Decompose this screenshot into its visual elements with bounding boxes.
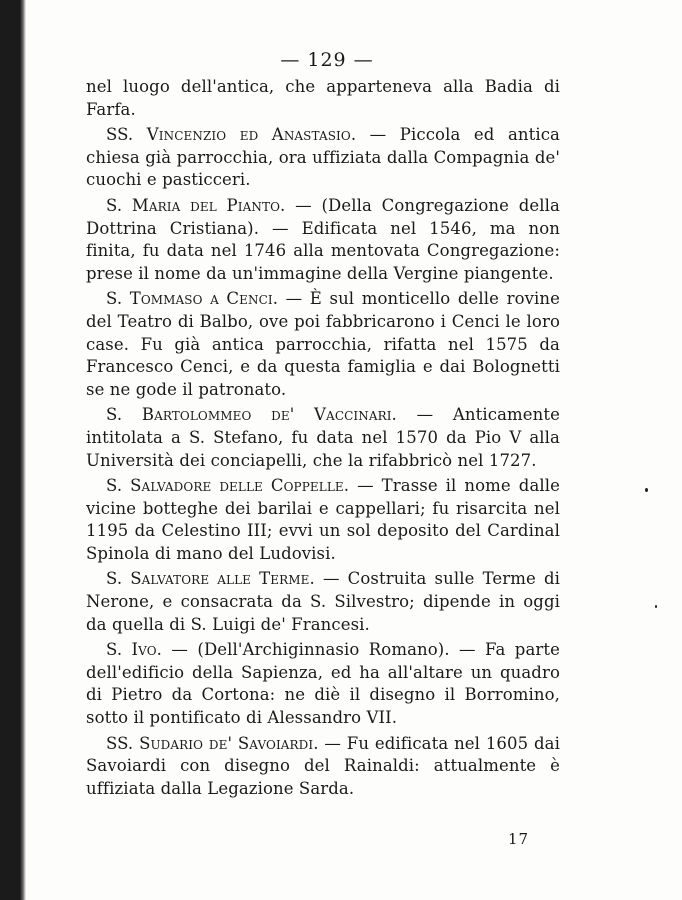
entry-sudario-savoiardi xyxy=(86,733,560,801)
entry-title: S. Salvatore alle Terme. xyxy=(106,569,315,589)
entry-title: SS. Sudario de' Savoiardi. xyxy=(106,733,319,753)
entry-text: nel luogo dell'antica, che apparteneva alla Badia di Farfa. xyxy=(86,77,560,119)
entry-tommaso-a-cenci xyxy=(86,288,560,401)
scan-edge xyxy=(0,0,26,900)
ink-speck xyxy=(645,488,648,492)
ink-speck xyxy=(655,605,657,608)
entry-vincenzio-anastasio xyxy=(86,124,560,192)
entry-text: — (Dell'Archiginnasio Romano). — Fa parte dell'edificio della Sapienza, ed ha all'altare un quadro di Pietro da Cortona: ne diè il disegno il Borromino, sotto il pontificato di Alessandro VII. xyxy=(86,640,560,728)
entry-title: SS. Vincenzio ed Anastasio. xyxy=(106,125,357,145)
entry-salvatore-terme xyxy=(86,568,560,636)
entry-title: S. Ivo. xyxy=(106,640,163,660)
entry-title: S. Salvadore delle Coppelle. xyxy=(106,476,350,496)
entry-text: — (Della Congregazione della Dottrina Cristiana). — Edificata nel 1546, ma non finita, fu data nel 1746 alla mentovata Congregazione: prese il nome da un'immagine della Vergine piangente. xyxy=(86,195,560,283)
entry-title: S. Tommaso a Cenci. xyxy=(106,289,279,309)
page-number: — 129 — xyxy=(280,49,374,71)
paragraph-continuation xyxy=(86,76,560,121)
entry-text: — Fu edificata nel 1605 dai Savoiardi con disegno del Rainaldi: attualmente è uffiziata dalla Legazione Sarda. xyxy=(86,733,560,798)
entry-maria-del-pianto xyxy=(86,195,560,285)
entry-text: — È sul monticello delle rovine del Teatro di Balbo, ove poi fabbricarono i Cenci le loro case. Fu già antica parrocchia, rifatta nel 1575 da Francesco Cenci, e da questa famiglia e dai Bolognetti se ne gode il patronato. xyxy=(86,289,560,399)
entry-title: S. Maria del Pianto. xyxy=(106,195,286,215)
entry-ivo xyxy=(86,639,560,729)
signature-mark: 17 xyxy=(508,830,530,848)
entry-text: — Trasse il nome dalle vicine botteghe dei barilai e cappellari; fu risarcita nel 1195 da Celestino III; evvi un sol deposito del Cardinal Spinola di mano del Ludovisi. xyxy=(86,476,560,563)
entry-title: S. Bartolommeo de' Vaccinari. xyxy=(106,405,397,425)
entry-bartolommeo-vaccinari xyxy=(86,404,560,472)
entry-text: — Piccola ed antica chiesa già parrocchia, ora uffiziata dalla Compagnia de' cuochi e pasticceri. xyxy=(86,125,560,190)
entry-text: — Anticamente intitolata a S. Stefano, fu data nel 1570 da Pio V alla Università dei conciapelli, che la rifabbricò nel 1727. xyxy=(86,405,560,470)
page-body xyxy=(86,44,560,800)
entry-text: — Costruita sulle Terme di Nerone, e consacrata da S. Silvestro; dipende in oggi da quella di S. Luigi de' Francesi. xyxy=(86,569,561,634)
entry-salvadore-coppelle xyxy=(86,475,560,565)
